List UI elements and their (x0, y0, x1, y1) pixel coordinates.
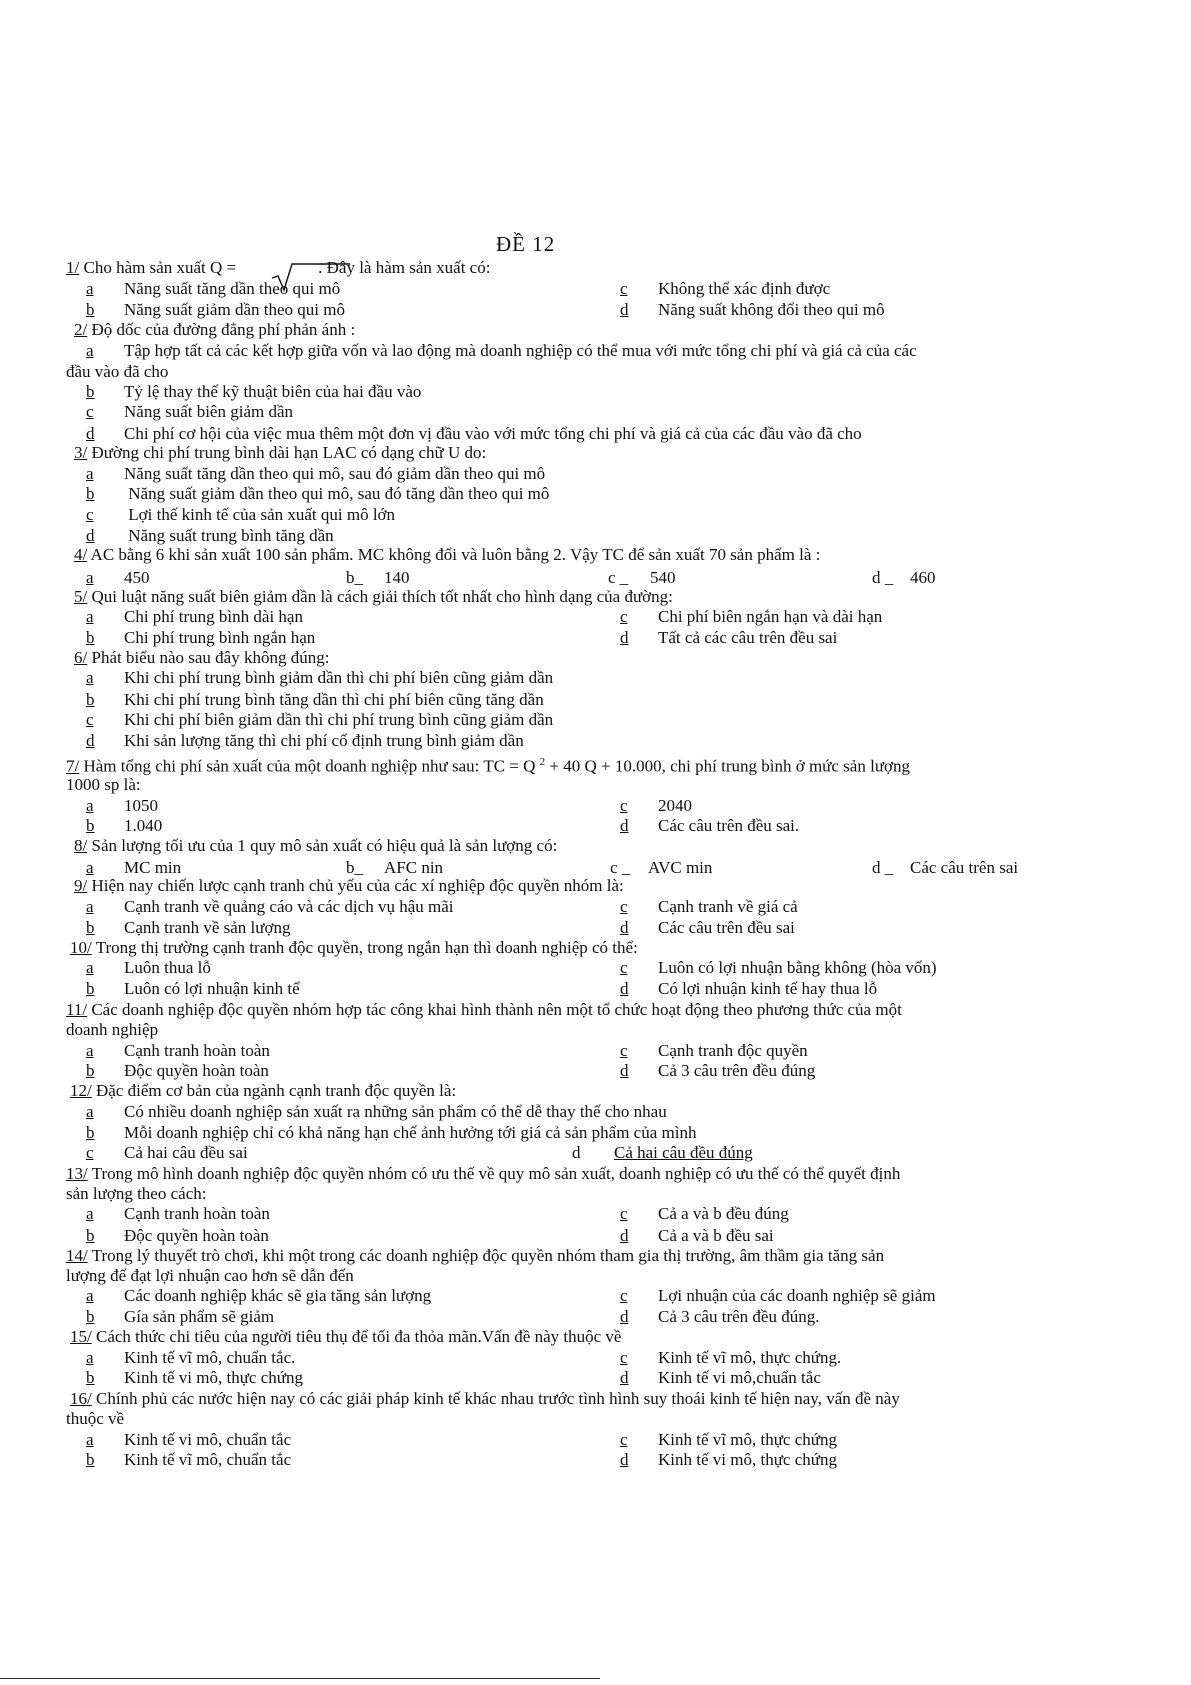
option-d[interactable] (620, 628, 837, 648)
option-d[interactable] (86, 526, 334, 546)
option-c[interactable] (620, 958, 937, 978)
option-letter: a (86, 1348, 94, 1367)
question-7-continued (66, 775, 141, 795)
text: Kinh tế vĩ mô, chuẩn tắc. (124, 1348, 296, 1367)
text: Kinh tế vi mô, thực chứng (124, 1368, 303, 1387)
option-letter: b (86, 1307, 95, 1326)
text: Năng suất tăng dần theo qui mô (124, 279, 341, 298)
text: Các câu trên đều sai. (658, 816, 800, 835)
text: Các doanh nghiệp khác sẽ gia tăng sản lượng (124, 1286, 432, 1305)
text: Kinh tế vi mô, thực chứng (658, 1450, 837, 1469)
option-d[interactable] (620, 816, 799, 836)
option-letter: d (86, 424, 95, 443)
option-a[interactable] (86, 607, 303, 627)
option-letter: a (86, 1102, 94, 1121)
option-letter: d (620, 1368, 629, 1387)
question-number: 6/ (74, 648, 88, 667)
option-c[interactable] (86, 402, 293, 422)
text: 140 (384, 568, 410, 587)
option-d[interactable] (620, 979, 877, 999)
text: Cạnh tranh hoàn toàn (124, 1041, 270, 1060)
option-d[interactable] (620, 1450, 837, 1470)
text: Cho hàm sản xuất Q = (83, 258, 237, 277)
question-16 (70, 1389, 900, 1409)
text: 540 (650, 568, 676, 587)
option-letter: d (620, 1226, 629, 1245)
text: Sản lượng tối ưu của 1 quy mô sản xuất có hiệu quả là sản lượng có: (91, 836, 558, 855)
option-c[interactable] (620, 1348, 841, 1368)
option-c[interactable] (620, 897, 798, 917)
text: MC min (124, 858, 182, 877)
option-letter: c (620, 1430, 628, 1449)
option-letter: a (86, 607, 94, 626)
text: Không thể xác định được (658, 279, 831, 298)
text: Năng suất biên giảm dần (124, 402, 294, 421)
option-letter: c (86, 402, 94, 421)
option-letter: d (620, 628, 629, 647)
question-14-continued (66, 1266, 354, 1286)
text: Cạnh tranh hoàn toàn (124, 1204, 270, 1223)
question-8 (74, 836, 557, 856)
text: lượng để đạt lợi nhuận cao hơn sẽ dẫn đến (66, 1266, 354, 1285)
text: Phát biểu nào sau đây không đúng: (91, 648, 330, 667)
question-number: 15/ (70, 1327, 92, 1346)
question-number: 11/ (66, 1000, 88, 1019)
option-b[interactable] (86, 628, 315, 648)
text: 2 (539, 756, 546, 768)
text: + 40 Q + 10.000, chi phí trung bình ở mức sản lượng (549, 756, 911, 776)
option-letter: d (620, 1061, 629, 1080)
option-a[interactable] (86, 796, 158, 816)
text: Lợi thế kinh tế của sản xuất qui mô lớn (124, 505, 396, 524)
option-letter: c (86, 505, 94, 524)
text: Luôn thua lỗ (124, 958, 211, 977)
text: Khi chi phí trung bình giảm dần thì chi phí biên cũng giảm dần (124, 668, 554, 687)
option-letter: a (86, 1041, 94, 1060)
text: 1050 (124, 796, 158, 815)
option-b[interactable] (86, 300, 345, 320)
option-letter: b_ (346, 858, 363, 877)
question-number: 3/ (74, 443, 88, 462)
text: sản lượng theo cách: (66, 1184, 207, 1203)
text: Khi chi phí trung bình tăng dần thì chi phí biên cũng tăng dần (124, 690, 544, 709)
question-number: 10/ (70, 938, 92, 957)
option-a[interactable] (86, 1041, 270, 1061)
text: Luôn có lợi nhuận bằng không (hòa vốn) (658, 958, 937, 977)
text: Tỷ lệ thay thế kỹ thuật biên của hai đầu vào (124, 382, 422, 401)
option-letter: a (86, 279, 94, 298)
text: Các câu trên đều sai (658, 918, 795, 937)
option-letter: a (86, 1430, 94, 1449)
option-letter: b (86, 918, 95, 937)
option-a[interactable] (86, 568, 150, 588)
text: AVC min (648, 858, 713, 877)
text: Chính phủ các nước hiện nay có các giải pháp kinh tế khác nhau trước tình hình suy thoái kinh tế hiện nay, vấn đề này (95, 1389, 900, 1408)
option-letter: c (620, 1041, 628, 1060)
option-a[interactable] (86, 668, 553, 688)
option-b[interactable] (346, 568, 410, 588)
option-c[interactable] (620, 1041, 808, 1061)
option-d[interactable] (872, 858, 1018, 878)
option-letter: b (86, 690, 95, 709)
option-letter: d (86, 526, 95, 545)
option-letter: c (86, 710, 94, 729)
option-a[interactable] (86, 1348, 295, 1368)
option-c[interactable] (86, 1143, 248, 1163)
footer-divider (0, 1678, 600, 1679)
text: Qui luật năng suất biên giảm dần là cách giải thích tốt nhất cho hình dạng của đường: (91, 587, 673, 606)
text: Độc quyền hoàn toàn (124, 1226, 269, 1245)
question-7 (66, 752, 910, 777)
question-13-continued (66, 1184, 206, 1204)
option-b[interactable] (86, 1307, 274, 1327)
text: Cả a và b đều sai (658, 1226, 774, 1245)
question-15 (70, 1327, 621, 1347)
option-letter: a (86, 568, 94, 587)
question-number: 8/ (74, 836, 88, 855)
text: Cả a và b đều đúng (658, 1204, 789, 1223)
option-letter: d (572, 1143, 581, 1162)
option-a[interactable] (86, 341, 917, 361)
text: doanh nghiệp (66, 1020, 159, 1039)
option-a[interactable] (86, 1102, 667, 1122)
option-d[interactable] (86, 731, 524, 751)
question-number: 12/ (70, 1081, 92, 1100)
option-a[interactable] (86, 958, 211, 978)
option-letter: a (86, 1204, 94, 1223)
option-b[interactable] (86, 816, 162, 836)
text: Năng suất trung bình tăng dần (124, 526, 334, 545)
option-d[interactable] (620, 1226, 774, 1246)
question-number: 16/ (70, 1389, 92, 1408)
text: đầu vào đã cho (66, 362, 169, 381)
text: Cả hai câu đều đúng (614, 1143, 753, 1162)
option-letter: c (86, 1143, 94, 1162)
option-d[interactable] (86, 424, 862, 444)
option-b[interactable] (86, 690, 544, 710)
text: Đặc điểm cơ bản của ngành cạnh tranh độc quyền là: (95, 1081, 457, 1100)
option-letter: a (86, 1286, 94, 1305)
text: Cách thức chi tiêu của người tiêu thụ để tối đa thỏa mãn.Vấn đề này thuộc về (95, 1327, 622, 1346)
option-letter: d (620, 1307, 629, 1326)
option-letter: a (86, 858, 94, 877)
option-a[interactable] (86, 858, 181, 878)
option-a[interactable] (86, 279, 340, 299)
text: Kinh tế vĩ mô, thực chứng. (658, 1348, 842, 1367)
option-letter: a (86, 464, 94, 483)
text: Cả hai câu đều sai (124, 1143, 248, 1162)
question-9 (74, 876, 624, 896)
option-letter: c (620, 607, 628, 626)
text: AC bằng 6 khi sản xuất 100 sản phẩm. MC không đổi và luôn bằng 2. Vậy TC để sản xuất 70 sản phẩm là : (90, 545, 821, 564)
text: Các câu trên sai (910, 858, 1019, 877)
option-letter: b (86, 1123, 95, 1142)
option-letter: d (620, 918, 629, 937)
option-d[interactable] (620, 1307, 819, 1327)
question-13 (66, 1164, 900, 1184)
text: Trong thị trường cạnh tranh độc quyền, trong ngắn hạn thì doanh nghiệp có thể: (95, 938, 638, 957)
option-c[interactable] (608, 568, 676, 588)
option-a[interactable] (86, 1286, 431, 1306)
option-letter: b (86, 484, 95, 503)
question-3 (74, 443, 486, 463)
text: Độc quyền hoàn toàn (124, 1061, 269, 1080)
question-12 (70, 1081, 456, 1101)
text: Cạnh tranh độc quyền (658, 1041, 808, 1060)
text: Lợi nhuận của các doanh nghiệp sẽ giảm (658, 1286, 936, 1305)
option-letter: b (86, 628, 95, 647)
option-letter: c (620, 1286, 628, 1305)
text: Có lợi nhuận kinh tế hay thua lỗ (658, 979, 878, 998)
text: Trong mô hình doanh nghiệp độc quyền nhóm có ưu thế về quy mô sản xuất, doanh nghiệp có ưu thế có thể quyết định (91, 1164, 901, 1183)
text: Cạnh tranh về giá cả (658, 897, 798, 916)
option-letter: b (86, 1368, 95, 1387)
option-letter: c _ (608, 568, 629, 587)
option-letter: c (620, 279, 628, 298)
option-b[interactable] (86, 1226, 269, 1246)
text: Có nhiều doanh nghiệp sản xuất ra những sản phẩm có thể dễ thay thế cho nhau (124, 1102, 667, 1121)
text: 1.040 (124, 816, 163, 835)
question-11-continued (66, 1020, 158, 1040)
option-letter: d (620, 300, 629, 319)
option-d[interactable] (620, 1368, 821, 1388)
question-14 (66, 1246, 884, 1266)
option-letter: b (86, 1226, 95, 1245)
option-letter: a (86, 796, 94, 815)
option-c[interactable] (620, 1286, 936, 1306)
question-number: 7/ (66, 756, 80, 776)
text: Chi phí cơ hội của việc mua thêm một đơn vị đầu vào với mức tổng chi phí và giá cả của các đầu vào đã cho (124, 424, 862, 443)
option-a[interactable] (86, 1430, 291, 1450)
option-d[interactable] (620, 1061, 815, 1081)
text: Kinh tế vĩ mô, thực chứng (658, 1430, 837, 1449)
text: Chi phí trung bình dài hạn (124, 607, 303, 626)
question-number: 4/ (74, 545, 88, 564)
text: Năng suất giảm dần theo qui mô (124, 300, 345, 319)
option-b[interactable] (86, 1368, 303, 1388)
option-d[interactable] (872, 568, 936, 588)
option-c[interactable] (86, 710, 553, 730)
text: Hàm tổng chi phí sản xuất của một doanh nghiệp như sau: TC = Q (83, 756, 536, 776)
option-letter: d _ (872, 858, 894, 877)
text: Gía sản phẩm sẽ giảm (124, 1307, 275, 1326)
option-letter: b (86, 382, 95, 401)
text: . Đây là hàm sản xuất có: (318, 258, 491, 277)
option-b[interactable] (86, 979, 300, 999)
option-c[interactable] (620, 607, 882, 627)
text: 1000 sp là: (66, 775, 141, 794)
option-letter: b_ (346, 568, 363, 587)
option-b[interactable] (86, 1450, 291, 1470)
text: Kinh tế vi mô, chuẩn tắc (124, 1430, 292, 1449)
option-letter: a (86, 668, 94, 687)
option-letter: b (86, 1061, 95, 1080)
option-c[interactable] (620, 279, 830, 299)
text: Cả 3 câu trên đều đúng. (658, 1307, 820, 1326)
text: Kinh tế vi mô,chuẩn tắc (658, 1368, 821, 1387)
option-b[interactable] (86, 1061, 269, 1081)
page-title: ĐỀ 12 (496, 232, 556, 256)
option-a-continued (66, 362, 168, 382)
question-2 (74, 320, 355, 340)
option-letter: c _ (610, 858, 631, 877)
question-number: 9/ (74, 876, 88, 895)
option-c[interactable] (620, 1430, 837, 1450)
option-b[interactable] (86, 484, 549, 504)
text: 2040 (658, 796, 692, 815)
question-10 (70, 938, 638, 958)
text: Năng suất tăng dần theo qui mô, sau đó giảm dần theo qui mô (124, 464, 546, 483)
option-letter: d (86, 731, 95, 750)
question-5 (74, 587, 673, 607)
option-letter: c (620, 958, 628, 977)
option-letter: c (620, 796, 628, 815)
text: Cả 3 câu trên đều đúng (658, 1061, 816, 1080)
question-6 (74, 648, 329, 668)
option-d[interactable] (572, 1143, 753, 1163)
text: Chi phí trung bình ngắn hạn (124, 628, 316, 647)
option-b[interactable] (86, 382, 421, 402)
question-16-continued (66, 1409, 124, 1429)
option-letter: b (86, 1450, 95, 1469)
question-number: 2/ (74, 320, 88, 339)
option-letter: b (86, 979, 95, 998)
option-a[interactable] (86, 1204, 270, 1224)
option-c[interactable] (620, 796, 692, 816)
option-b[interactable] (86, 918, 290, 938)
text: Chi phí biên ngắn hạn và dài hạn (658, 607, 883, 626)
question-1 (66, 258, 490, 278)
text: Các doanh nghiệp độc quyền nhóm hợp tác công khai hình thành nên một tổ chức hoạt động theo phương thức của một (91, 1000, 902, 1019)
option-c[interactable] (86, 505, 395, 525)
option-a[interactable] (86, 897, 453, 917)
text: thuộc về (66, 1409, 125, 1428)
text: AFC nin (384, 858, 444, 877)
option-letter: c (620, 1204, 628, 1223)
text: Hiện nay chiến lược cạnh tranh chủ yếu của các xí nghiệp độc quyền nhóm là: (91, 876, 624, 895)
text: Năng suất không đổi theo qui mô (658, 300, 885, 319)
text: Năng suất giảm dần theo qui mô, sau đó tăng dần theo qui mô (124, 484, 550, 503)
text: Cạnh tranh về sản lượng (124, 918, 291, 937)
option-letter: b (86, 816, 95, 835)
text: Khi chi phí biên giảm dần thì chi phí trung bình cũng giảm dần (124, 710, 554, 729)
option-d[interactable] (620, 300, 885, 320)
text: Khi sản lượng tăng thì chi phí cố định trung bình giảm dần (124, 731, 524, 750)
question-number: 13/ (66, 1164, 88, 1183)
option-c[interactable] (620, 1204, 789, 1224)
text: Tập hợp tất cả các kết hợp giữa vốn và lao động mà doanh nghiệp có thể mua với mức tổng chi phí và giá cả của các (124, 341, 917, 360)
option-b[interactable] (86, 1123, 696, 1143)
option-letter: d (620, 979, 629, 998)
question-number: 14/ (66, 1246, 88, 1265)
option-letter: c (620, 897, 628, 916)
question-number: 1/ (66, 258, 80, 277)
text: Luôn có lợi nhuận kinh tế (124, 979, 300, 998)
text: Đường chi phí trung bình dài hạn LAC có dạng chữ U do: (91, 443, 487, 462)
question-number: 5/ (74, 587, 88, 606)
text: 450 (124, 568, 150, 587)
text: Mỗi doanh nghiệp chỉ có khả năng hạn chế ảnh hưởng tới giá cả sản phẩm của mình (124, 1123, 697, 1142)
option-letter: a (86, 958, 94, 977)
option-letter: c (620, 1348, 628, 1367)
question-11 (66, 1000, 902, 1020)
option-letter: a (86, 897, 94, 916)
text: Độ dốc của đường đẳng phí phản ánh : (91, 320, 356, 339)
text: 460 (910, 568, 936, 587)
option-b[interactable] (346, 858, 443, 878)
text: Cạnh tranh về quảng cáo và các dịch vụ hậu mãi (124, 897, 454, 916)
option-letter: a (86, 341, 94, 360)
option-c[interactable] (610, 858, 712, 878)
text: Trong lý thuyết trò chơi, khi một trong các doanh nghiệp độc quyền nhóm tham gia thị trường, âm thầm gia tăng sản (91, 1246, 885, 1265)
question-4 (74, 545, 820, 565)
option-letter: d (620, 1450, 629, 1469)
option-letter: d (620, 816, 629, 835)
option-a[interactable] (86, 464, 545, 484)
option-letter: d _ (872, 568, 894, 587)
option-d[interactable] (620, 918, 795, 938)
text: Tất cả các câu trên đều sai (658, 628, 838, 647)
text: Kinh tế vĩ mô, chuẩn tắc (124, 1450, 292, 1469)
option-letter: b (86, 300, 95, 319)
